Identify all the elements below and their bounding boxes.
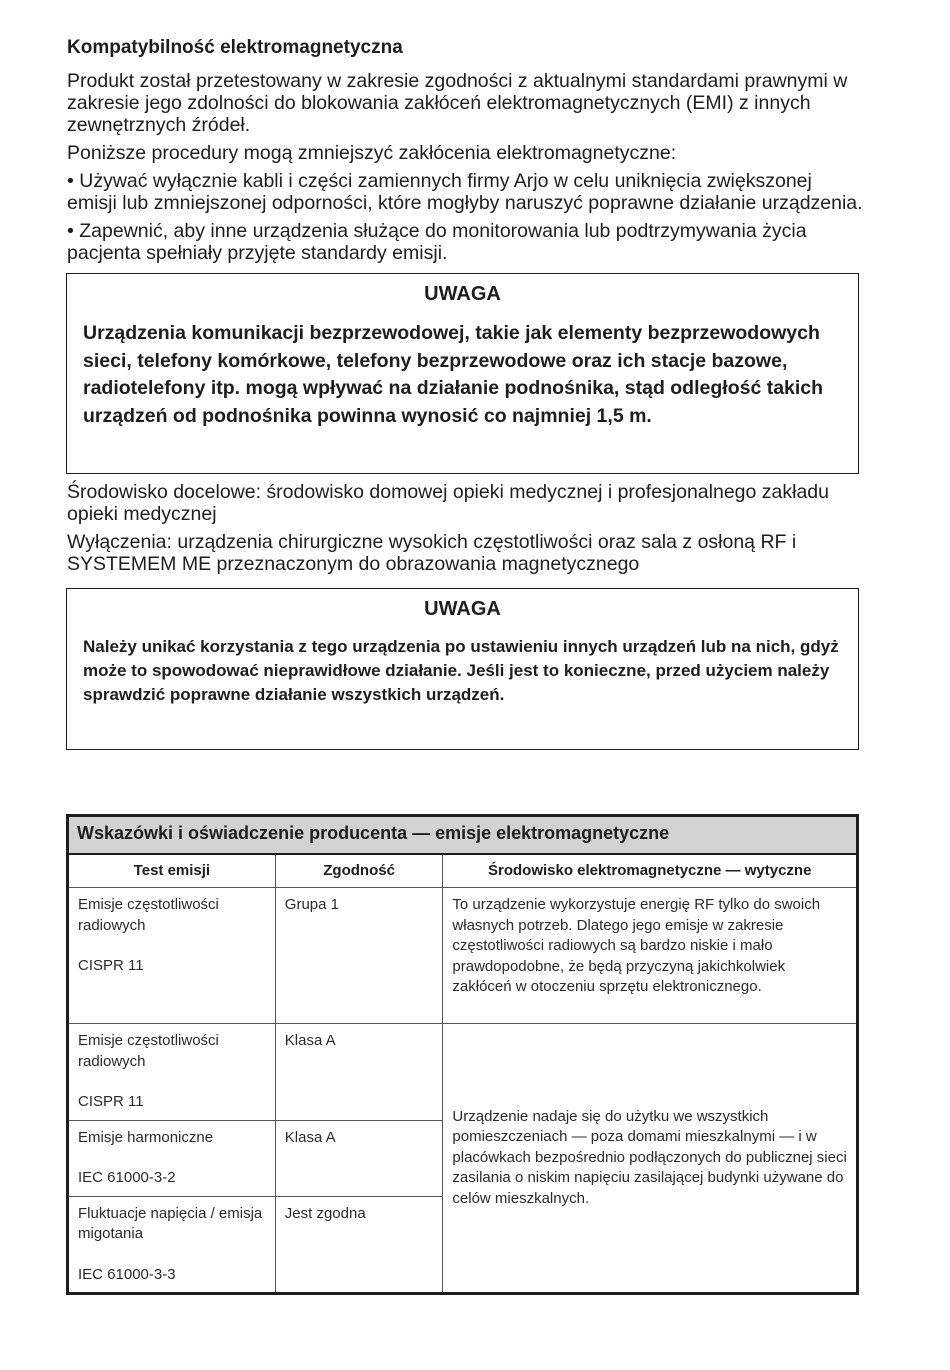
compliance-cell: Klasa A xyxy=(275,1024,443,1121)
compliance-cell: Grupa 1 xyxy=(275,888,443,1024)
compliance-cell: Klasa A xyxy=(275,1120,443,1196)
document-body xyxy=(67,36,867,757)
test-name: Fluktuacje napięcia / emisja migotania xyxy=(78,1204,263,1242)
table-caption: Wskazówki i oświadczenie producenta — emisje elektromagnetyczne xyxy=(68,816,858,855)
section-heading: Kompatybilność elektromagnetyczna xyxy=(67,37,403,58)
compliance-cell: Jest zgodna xyxy=(275,1196,443,1294)
intro-paragraph: Produkt został przetestowany w zakresie zgodności z aktualnymi standardami prawnymi w zakresie jego zdolności do blokowania zakłóceń elektromagnetycznych (EMI) z innych zewnętrznych źródeł. xyxy=(67,70,848,136)
test-name: Emisje harmoniczne xyxy=(78,1128,214,1146)
column-header: Zgodność xyxy=(275,854,443,888)
warning-text: Urządzenia komunikacji bezprzewodowej, takie jak elementy bezprzewodowych sieci, telefony komórkowe, telefony bezprzewodowe oraz ich stacje bazowe, radiotelefony itp. mogą wpływać na działanie podnośnika, stąd odległość takich urządzeń od podnośnika powinna wynosić co najmniej 1,5 m. xyxy=(83,322,824,427)
shared-guidance-cell: Urządzenie nadaje się do użytku we wszystkich pomieszczeniach — poza domami mieszkalnymi — i w placówkach bezpośrednio podłączonych do publicznej sieci zasilania o niskim napięciu zasilającej budynki używane do celów mieszkalnych. xyxy=(443,1024,858,1294)
environment-paragraph: Środowisko docelowe: środowisko domowej opieki medycznej i profesjonalnego zakładu opieki medycznej xyxy=(67,481,829,525)
test-name: Emisje częstotliwości radiowych xyxy=(78,896,219,934)
warning-title: UWAGA xyxy=(424,598,501,620)
test-standard: CISPR 11 xyxy=(78,1093,144,1110)
warning-box-stacking xyxy=(66,588,859,750)
test-cell xyxy=(68,888,276,1024)
warning-title: UWAGA xyxy=(424,283,501,305)
warning-box-wireless xyxy=(66,273,859,474)
test-cell xyxy=(68,1024,276,1121)
test-name: Emisje częstotliwości radiowych xyxy=(78,1032,219,1070)
bullet-item: • Używać wyłącznie kabli i części zamiennych firmy Arjo w celu uniknięcia zwiększonej emisji lub zmniejszonej odporności, które mogłyby naruszyć poprawne działanie urządzenia. xyxy=(67,170,863,214)
table-row xyxy=(68,888,858,1024)
test-standard: IEC 61000-3-3 xyxy=(78,1265,176,1283)
warning-text: Należy unikać korzystania z tego urządzenia po ustawieniu innych urządzeń lub na nich, gdyż może to spowodować nieprawidłowe działanie. Jeśli jest to konieczne, przed użyciem należy sprawdzić poprawne działanie wszystkich urządzeń. xyxy=(83,637,839,704)
test-standard: CISPR 11 xyxy=(78,957,144,974)
column-header: Test emisji xyxy=(68,854,276,888)
procedures-intro: Poniższe procedury mogą zmniejszyć zakłócenia elektromagnetyczne: xyxy=(67,142,677,164)
test-cell xyxy=(68,1120,276,1196)
emissions-table xyxy=(66,814,859,1295)
table-row xyxy=(68,1024,858,1121)
bullet-item: • Zapewnić, aby inne urządzenia służące do monitorowania lub podtrzymywania życia pacjenta spełniały przyjęte standardy emisji. xyxy=(67,220,807,264)
exclusions-paragraph: Wyłączenia: urządzenia chirurgiczne wysokich częstotliwości oraz sala z osłoną RF i SYSTEMEM ME przeznaczonym do obrazowania magnetycznego xyxy=(67,531,797,575)
guidance-cell: To urządzenie wykorzystuje energię RF tylko do swoich własnych potrzeb. Dlatego jego emisje w zakresie częstotliwości radiowych są bardzo niskie i mało prawdopodobne, że będą przyczyną jakichkolwiek zakłóceń w otoczeniu sprzętu elektronicznego. xyxy=(443,888,858,1024)
test-cell xyxy=(68,1196,276,1294)
test-standard: IEC 61000-3-2 xyxy=(78,1169,176,1186)
column-header: Środowisko elektromagnetyczne — wytyczne xyxy=(443,854,858,888)
